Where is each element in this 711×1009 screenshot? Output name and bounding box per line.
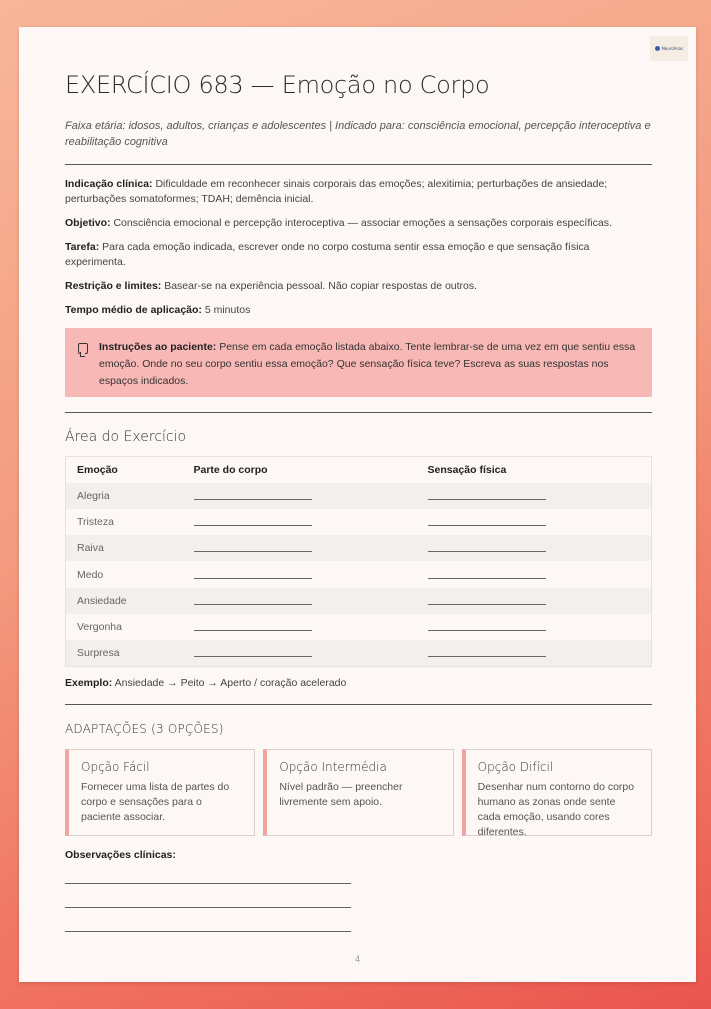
field-value: 5 minutos bbox=[204, 304, 251, 316]
body-part-blank[interactable] bbox=[183, 640, 417, 666]
field-label: Tempo médio de aplicação: bbox=[65, 304, 202, 316]
adaptation-card-hard bbox=[462, 749, 652, 839]
sensation-blank[interactable] bbox=[417, 588, 652, 614]
example-text: Ansiedade → Peito → Aperto / coração acelerado bbox=[114, 677, 347, 690]
adaptation-card-intermediate bbox=[263, 749, 453, 836]
table-row bbox=[66, 588, 652, 614]
table-row bbox=[66, 640, 652, 666]
field-duration bbox=[65, 303, 652, 318]
body-part-blank[interactable] bbox=[183, 483, 417, 509]
table-row bbox=[66, 535, 652, 561]
card-text: Fornecer uma lista de partes do corpo e sensações para o paciente associar. bbox=[81, 781, 230, 824]
logo-mark-icon bbox=[655, 46, 660, 51]
card-text: Nível padrão — preencher livremente sem apoio. bbox=[279, 781, 403, 809]
observation-line[interactable] bbox=[65, 883, 351, 884]
instructions-label: Instruções ao paciente: bbox=[99, 341, 217, 353]
body-part-blank[interactable] bbox=[183, 509, 417, 535]
emotion-cell: Medo bbox=[66, 561, 183, 587]
body-part-blank[interactable] bbox=[183, 561, 417, 587]
page-title: EXERCÍCIO 683 — Emoção no Corpo bbox=[65, 71, 490, 99]
instructions-text: Pense em cada emoção listada abaixo. Tente lembrar-se de uma vez em que sentiu essa emoção. Onde no seu corpo sentiu essa emoção? Que sensação física teve? Escreva as suas respostas nos espaços indicados. bbox=[99, 341, 636, 387]
example-line bbox=[65, 677, 652, 689]
body-part-blank[interactable] bbox=[183, 614, 417, 640]
worksheet-page bbox=[19, 27, 696, 982]
field-value: Para cada emoção indicada, escrever onde no corpo costuma sentir essa emoção e que sensação física experimenta. bbox=[65, 241, 590, 268]
sensation-blank[interactable] bbox=[417, 509, 652, 535]
card-text: Desenhar num contorno do corpo humano as zonas onde sente cada emoção, usando cores diferentes. bbox=[477, 781, 635, 839]
body-part-blank[interactable] bbox=[183, 588, 417, 614]
emotion-cell: Ansiedade bbox=[66, 588, 183, 614]
sensation-blank[interactable] bbox=[417, 614, 652, 640]
column-header-body-part: Parte do corpo bbox=[183, 457, 417, 483]
emotion-cell: Tristeza bbox=[66, 509, 183, 535]
field-value: Dificuldade em reconhecer sinais corporais das emoções; alexitimia; perturbações de ansiedade; perturbações somatoformes; TDAH; demência inicial. bbox=[65, 178, 608, 205]
logo-text: NeuroAsas bbox=[661, 46, 684, 51]
column-header-sensation: Sensação física bbox=[417, 457, 652, 483]
field-clinical-indication bbox=[65, 177, 652, 207]
emotion-cell: Surpresa bbox=[66, 640, 183, 666]
note-icon bbox=[78, 343, 88, 354]
table-row bbox=[66, 561, 652, 587]
emotion-cell: Vergonha bbox=[66, 614, 183, 640]
observation-line[interactable] bbox=[65, 931, 351, 932]
divider bbox=[65, 412, 652, 413]
field-label: Tarefa: bbox=[65, 241, 100, 253]
brand-logo bbox=[650, 36, 688, 61]
exercise-table bbox=[65, 456, 652, 667]
field-objective bbox=[65, 216, 652, 231]
observations-title: Observações clínicas: bbox=[65, 849, 176, 862]
sensation-blank[interactable] bbox=[417, 535, 652, 561]
divider bbox=[65, 704, 652, 705]
field-value: Consciência emocional e percepção interoceptiva — associar emoções a sensações corporais específicas. bbox=[113, 217, 612, 229]
card-title: Opção Intermédia bbox=[279, 760, 387, 775]
body-part-blank[interactable] bbox=[183, 535, 417, 561]
adaptations-title: ADAPTAÇÕES (3 OPÇÕES) bbox=[65, 722, 224, 737]
field-restrictions bbox=[65, 279, 652, 294]
exercise-section-title: Área do Exercício bbox=[65, 429, 187, 445]
emotion-cell: Raiva bbox=[66, 535, 183, 561]
field-label: Restrição e limites: bbox=[65, 280, 162, 292]
field-value: Basear-se na experiência pessoal. Não copiar respostas de outros. bbox=[164, 280, 478, 292]
sensation-blank[interactable] bbox=[417, 483, 652, 509]
sensation-blank[interactable] bbox=[417, 561, 652, 587]
table-row bbox=[66, 614, 652, 640]
field-label: Objetivo: bbox=[65, 217, 111, 229]
divider bbox=[65, 164, 652, 165]
table-row bbox=[66, 509, 652, 535]
card-title: Opção Difícil bbox=[477, 760, 554, 775]
field-task bbox=[65, 240, 652, 270]
page-subtitle: Faixa etária: idosos, adultos, crianças e adolescentes | Indicado para: consciência emocional, percepção interoceptiva e reabilitação cognitiva bbox=[65, 120, 651, 148]
adaptation-cards bbox=[65, 749, 652, 839]
sensation-blank[interactable] bbox=[417, 640, 652, 666]
content bbox=[65, 71, 652, 932]
observation-line[interactable] bbox=[65, 907, 351, 908]
column-header-emotion: Emoção bbox=[66, 457, 183, 483]
table-row bbox=[66, 483, 652, 509]
page-number: 4 bbox=[354, 954, 360, 964]
emotion-cell: Alegria bbox=[66, 483, 183, 509]
card-title: Opção Fácil bbox=[81, 760, 150, 775]
example-label: Exemplo: bbox=[65, 677, 113, 690]
field-label: Indicação clínica: bbox=[65, 178, 153, 190]
patient-instructions bbox=[65, 328, 652, 397]
adaptation-card-easy bbox=[65, 749, 255, 836]
